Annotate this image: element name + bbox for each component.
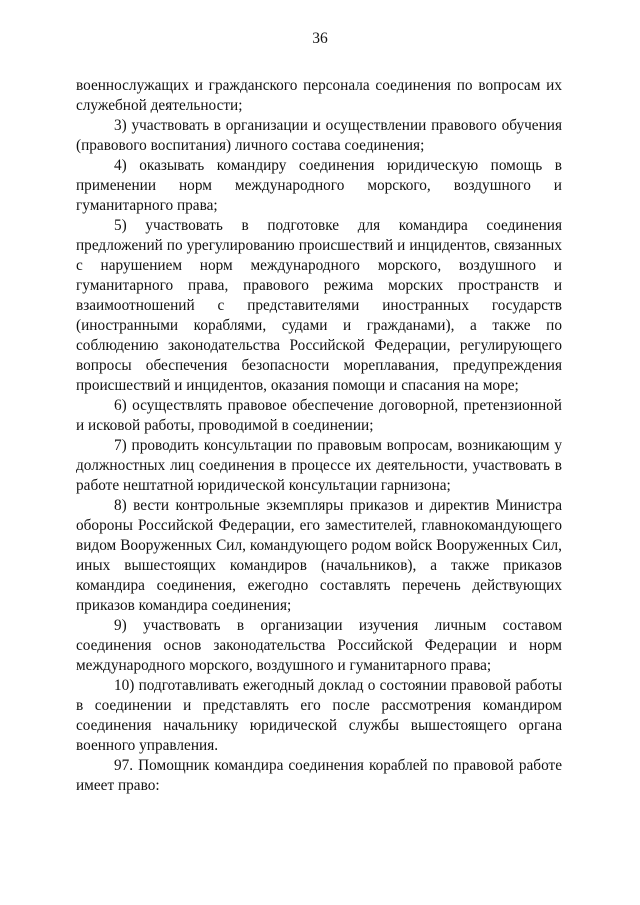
paragraph-item-4: 4) оказывать командиру соединения юридическую помощь в применении норм международного морского, воздушного и гуманитарного права; xyxy=(76,157,562,214)
paragraph-continuation: военнослужащих и гражданского персонала соединения по вопросам их служебной деятельности; xyxy=(76,77,562,114)
paragraph-item-5: 5) участвовать в подготовке для командира соединения предложений по урегулированию происшествий и инцидентов, связанных с нарушением норм международного морского, воздушного и гуманитарного права, правового режима морских пространств и взаимоотношений с представителями иностранных государств (иностранными кораблями, судами и гражданами), а также по соблюдению законодательства Российской Федерации, регулирующего вопросы обеспечения безопасности мореплавания, предупреждения происшествий и инцидентов, оказания помощи и спасания на море; xyxy=(76,217,562,394)
paragraph-item-9: 9) участвовать в организации изучения личным составом соединения основ законодательства Российской Федерации и норм международного морского, воздушного и гуманитарного права; xyxy=(76,617,562,674)
paragraph-item-6: 6) осуществлять правовое обеспечение договорной, претензионной и исковой работы, проводимой в соединении; xyxy=(76,397,562,434)
paragraph-item-3: 3) участвовать в организации и осуществлении правового обучения (правового воспитания) личного состава соединения; xyxy=(76,117,562,154)
document-body xyxy=(76,76,562,796)
paragraph-item-7: 7) проводить консультации по правовым вопросам, возникающим у должностных лиц соединения в процессе их деятельности, участвовать в работе нештатной юридической консультации гарнизона; xyxy=(76,437,562,494)
paragraph-item-10: 10) подготавливать ежегодный доклад о состоянии правовой работы в соединении и представлять его после рассмотрения командиром соединения начальнику юридической службы вышестоящего органа военного управления. xyxy=(76,677,562,754)
paragraph-item-8: 8) вести контрольные экземпляры приказов и директив Министра обороны Российской Федерации, его заместителей, главнокомандующего видом Вооруженных Сил, командующего родом войск Вооруженных Сил, иных вышестоящих командиров (начальников), а также приказов командира соединения, ежегодно составлять перечень действующих приказов командира соединения; xyxy=(76,497,562,614)
page-number: 36 xyxy=(312,30,328,47)
paragraph-section-97: 97. Помощник командира соединения кораблей по правовой работе имеет право: xyxy=(76,757,562,794)
